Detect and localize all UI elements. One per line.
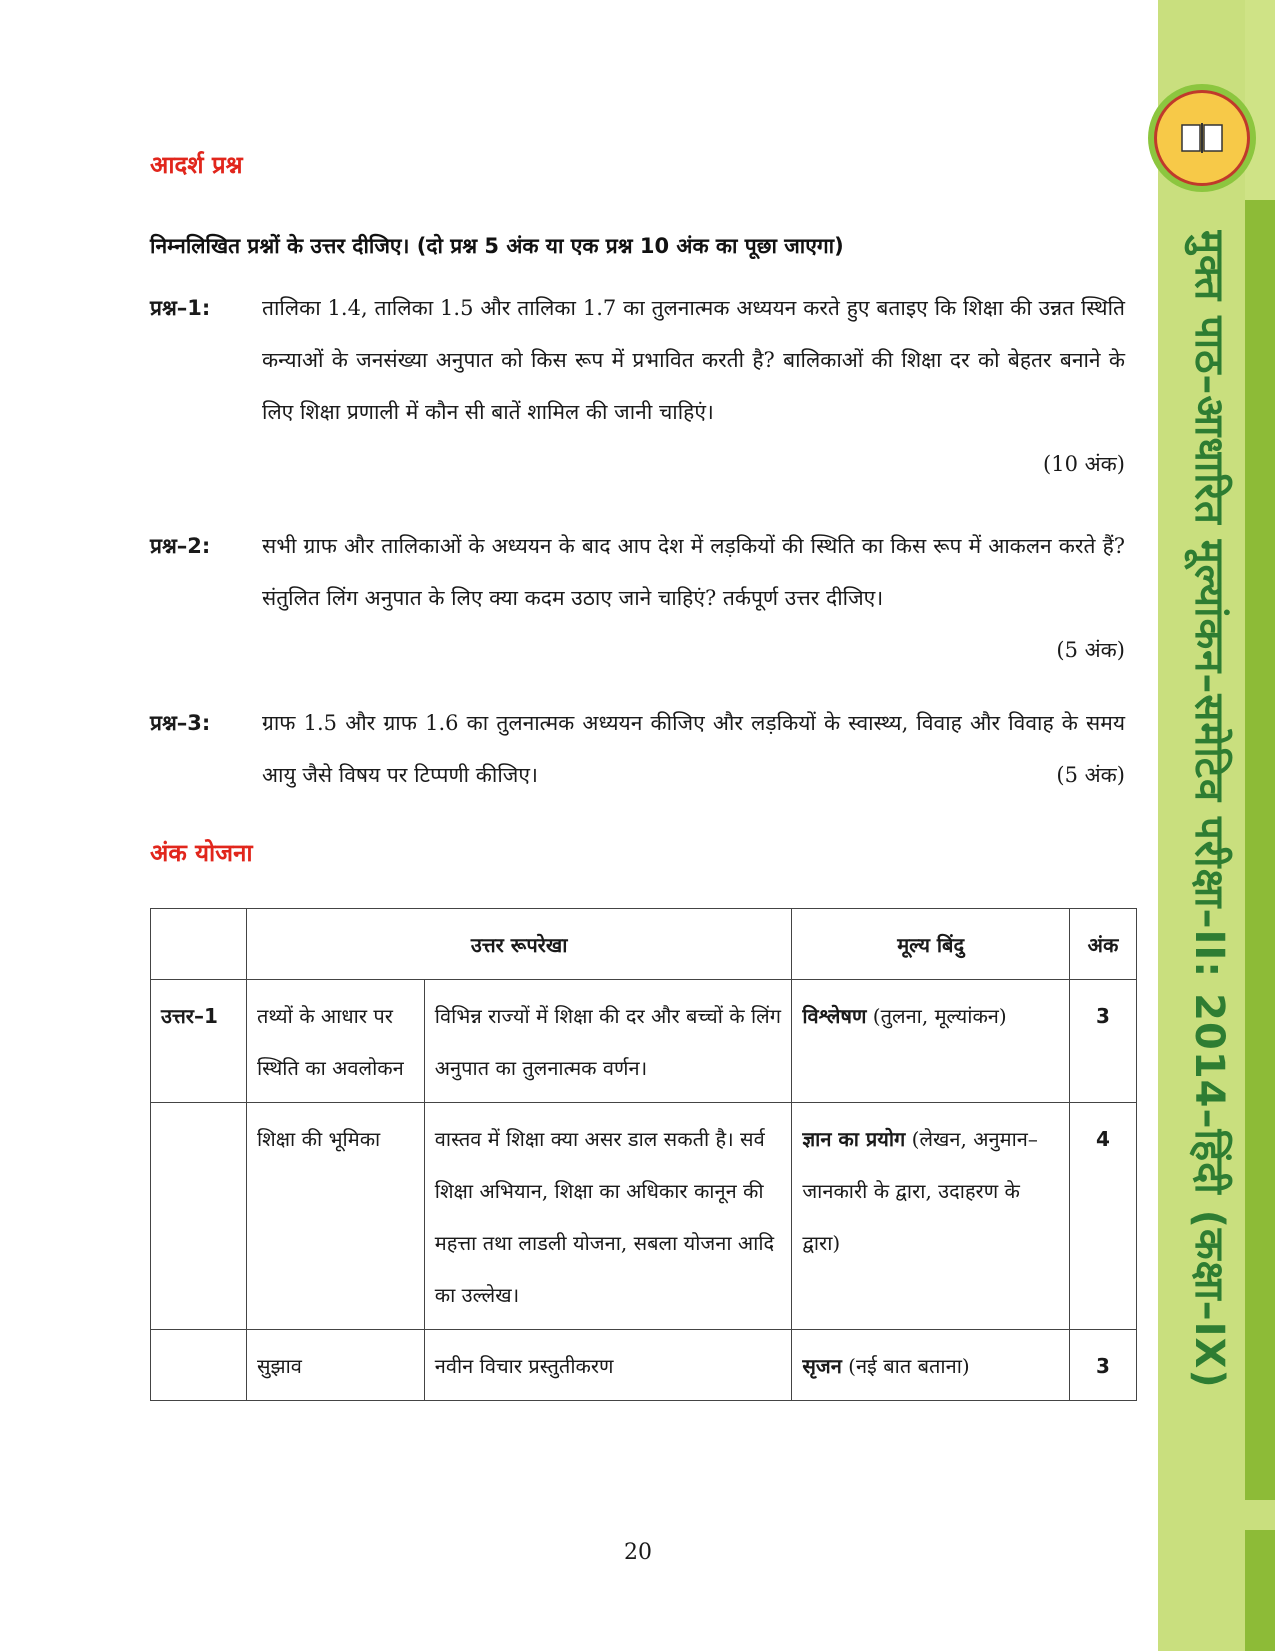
cbse-logo [1148, 84, 1256, 192]
row-value [792, 980, 1070, 1103]
question-label: प्रश्न–1: [150, 296, 211, 320]
table-row [151, 1103, 1137, 1330]
row-detail: वास्तव में शिक्षा क्या असर डाल सकती है। सर्व शिक्षा अभियान, शिक्षा का अधिकार कानून की महत्ता तथा लाडली योजना, सबला योजना आदि का उल्लेख। [424, 1103, 792, 1330]
question-text: ग्राफ 1.5 और ग्राफ 1.6 का तुलनात्मक अध्ययन कीजिए और लड़कियों के स्वास्थ्य, विवाह और विवाह के समय आयु जैसे विषय पर टिप्पणी कीजिए। [262, 711, 1125, 787]
question-label: प्रश्न–2: [150, 534, 211, 558]
sidebar-stripe [1245, 200, 1275, 1500]
header-marks: अंक [1070, 909, 1137, 980]
value-desc: (तुलना, मूल्यांकन) [866, 1004, 1007, 1028]
value-point: ज्ञान का प्रयोग [802, 1127, 906, 1151]
question-3 [150, 697, 1125, 807]
row-detail: नवीन विचार प्रस्तुतीकरण [424, 1330, 792, 1401]
row-topic: तथ्यों के आधार पर स्थिति का अवलोकन [246, 980, 424, 1103]
question-text: सभी ग्राफ और तालिकाओं के अध्ययन के बाद आप देश में लड़कियों की स्थिति का किस रूप में आकलन करते हैं? संतुलित लिंग अनुपात के लिए क्या कदम उठाए जाने चाहिएं? तर्कपूर्ण उत्तर दीजिए। [262, 534, 1125, 610]
header-value: मूल्य बिंदु [792, 909, 1070, 980]
row-marks: 4 [1070, 1103, 1137, 1330]
question-marks: (10 अंक) [1043, 452, 1125, 476]
question-text: तालिका 1.4, तालिका 1.5 और तालिका 1.7 का तुलनात्मक अध्ययन करते हुए बताइए कि शिक्षा की उन्नत स्थिति कन्याओं के जनसंख्या अनुपात को किस रूप में प्रभावित करती है? बालिकाओं की शिक्षा दर को बेहतर बनाने के लिए शिक्षा प्रणाली में कौन सी बातें शामिल की जानी चाहिएं। [262, 296, 1125, 424]
sidebar-stripe [1245, 1530, 1275, 1651]
header-outline: उत्तर रूपरेखा [246, 909, 791, 980]
question-2 [150, 520, 1125, 680]
row-detail: विभिन्न राज्यों में शिक्षा की दर और बच्चों के लिंग अनुपात का तुलनात्मक वर्णन। [424, 980, 792, 1103]
question-label: प्रश्न–3: [150, 711, 211, 735]
logo-emblem-icon [1154, 90, 1250, 186]
question-1 [150, 282, 1125, 502]
table-row [151, 1330, 1137, 1401]
row-label: उत्तर–1 [151, 980, 247, 1103]
row-marks: 3 [1070, 980, 1137, 1103]
row-topic: शिक्षा की भूमिका [246, 1103, 424, 1330]
row-topic: सुझाव [246, 1330, 424, 1401]
section-heading-marking-scheme: अंक योजना [150, 839, 253, 867]
table-row [151, 980, 1137, 1103]
value-desc: (लेखन, अनुमान–जानकारी के द्वारा, उदाहरण के द्वारा) [802, 1127, 1038, 1255]
question-marks: (5 अंक) [1056, 638, 1125, 662]
marking-scheme-table [150, 908, 1137, 1401]
question-marks: (5 अंक) [1056, 763, 1125, 787]
header-blank [151, 909, 247, 980]
instruction-text: निम्नलिखित प्रश्नों के उत्तर दीजिए। (दो प्रश्न 5 अंक या एक प्रश्न 10 अंक का पूछा जाएगा) [150, 234, 844, 258]
section-heading-model-questions: आदर्श प्रश्न [150, 151, 243, 179]
row-marks: 3 [1070, 1330, 1137, 1401]
sidebar-stripe [1245, 0, 1275, 200]
row-label [151, 1330, 247, 1401]
row-value [792, 1103, 1070, 1330]
sidebar-vertical-title: मुक्त पाठ–आधारित मूल्यांकन–समेटिव परीक्षा–II: 2014–हिंदी (कक्षा–IX) [1186, 230, 1232, 1389]
value-point: विश्लेषण [802, 1004, 867, 1028]
table-header-row [151, 909, 1137, 980]
row-value [792, 1330, 1070, 1401]
value-point: सृजन [802, 1354, 842, 1378]
row-label [151, 1103, 247, 1330]
value-desc: (नई बात बताना) [841, 1354, 970, 1378]
page-number: 20 [624, 1540, 652, 1565]
